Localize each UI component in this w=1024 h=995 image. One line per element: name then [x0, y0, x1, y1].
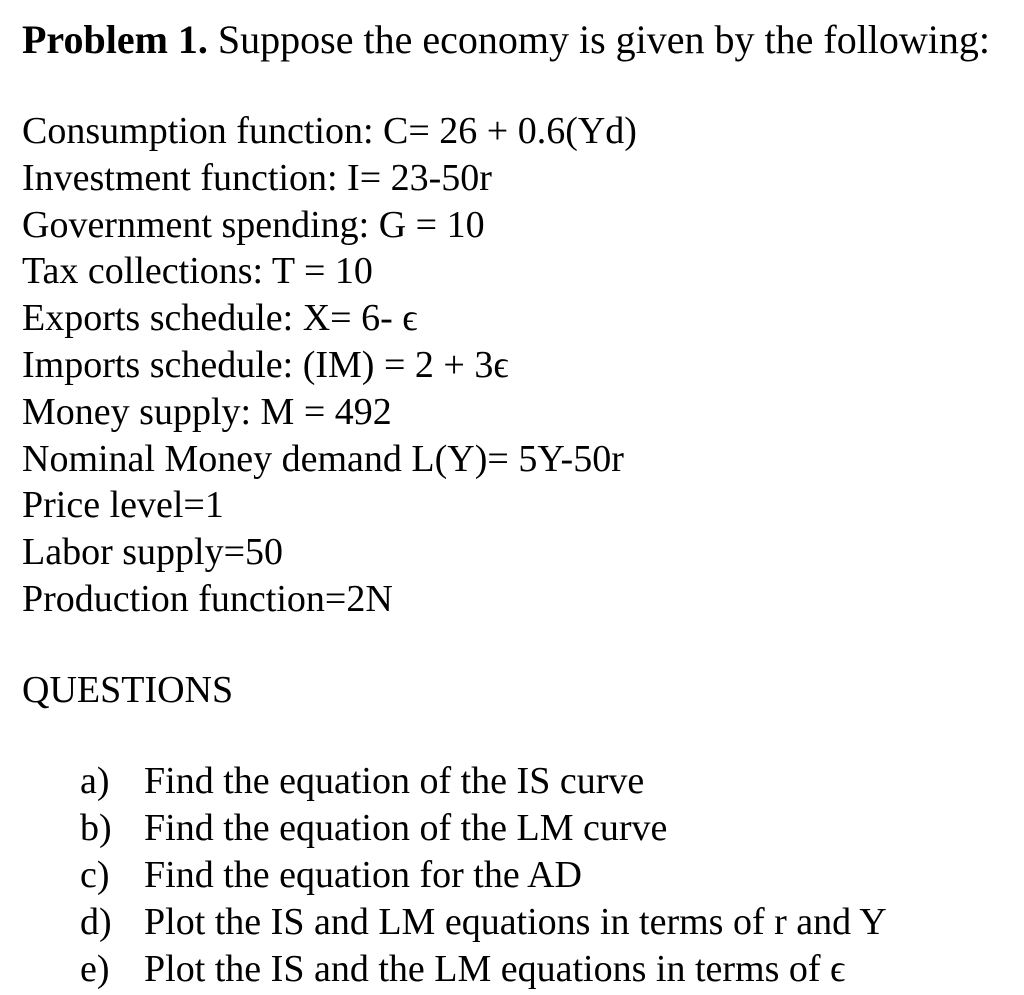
given-tax-collections: Tax collections: T = 10 — [22, 250, 373, 293]
givens-list — [22, 108, 637, 623]
question-text: Plot the IS and the LM equations in terms of ϵ — [144, 948, 846, 990]
given-consumption-function: Consumption function: C= 26 + 0.6(Yd) — [22, 110, 637, 152]
question-text: Find the equation of the LM curve — [144, 807, 668, 849]
questions-title: QUESTIONS — [22, 669, 234, 711]
question-item — [80, 805, 887, 852]
question-marker: e) — [80, 948, 110, 990]
question-marker: a) — [80, 760, 110, 802]
given-money-demand: Nominal Money demand L(Y)= 5Y-50r — [22, 437, 624, 480]
question-item — [80, 852, 887, 899]
given-imports-schedule: Imports schedule: (IM) = 2 + 3ϵ — [22, 343, 509, 386]
question-text: Find the equation for the AD — [144, 854, 582, 896]
problem-intro: Suppose the economy is given by the following: — [207, 17, 991, 62]
question-text: Plot the IS and LM equations in terms of r and Y — [144, 901, 887, 943]
question-item — [80, 946, 887, 993]
question-marker: d) — [80, 901, 112, 943]
question-text: Find the equation of the IS curve — [144, 760, 645, 802]
given-government-spending: Government spending: G = 10 — [22, 203, 485, 246]
problem-label: Problem 1. — [22, 17, 208, 62]
given-price-level: Price level=1 — [22, 484, 224, 527]
given-exports-schedule: Exports schedule: X= 6- ϵ — [22, 297, 418, 340]
question-marker: b) — [80, 807, 112, 849]
questions-list — [80, 758, 887, 993]
question-item — [80, 899, 887, 946]
given-labor-supply: Labor supply=50 — [22, 531, 284, 574]
problem-heading — [22, 14, 990, 66]
question-marker: c) — [80, 854, 110, 896]
given-money-supply: Money supply: M = 492 — [22, 390, 392, 433]
given-production-function: Production function=2N — [22, 577, 393, 620]
given-investment-function: Investment function: I= 23-50r — [22, 156, 492, 199]
question-item — [80, 758, 887, 805]
